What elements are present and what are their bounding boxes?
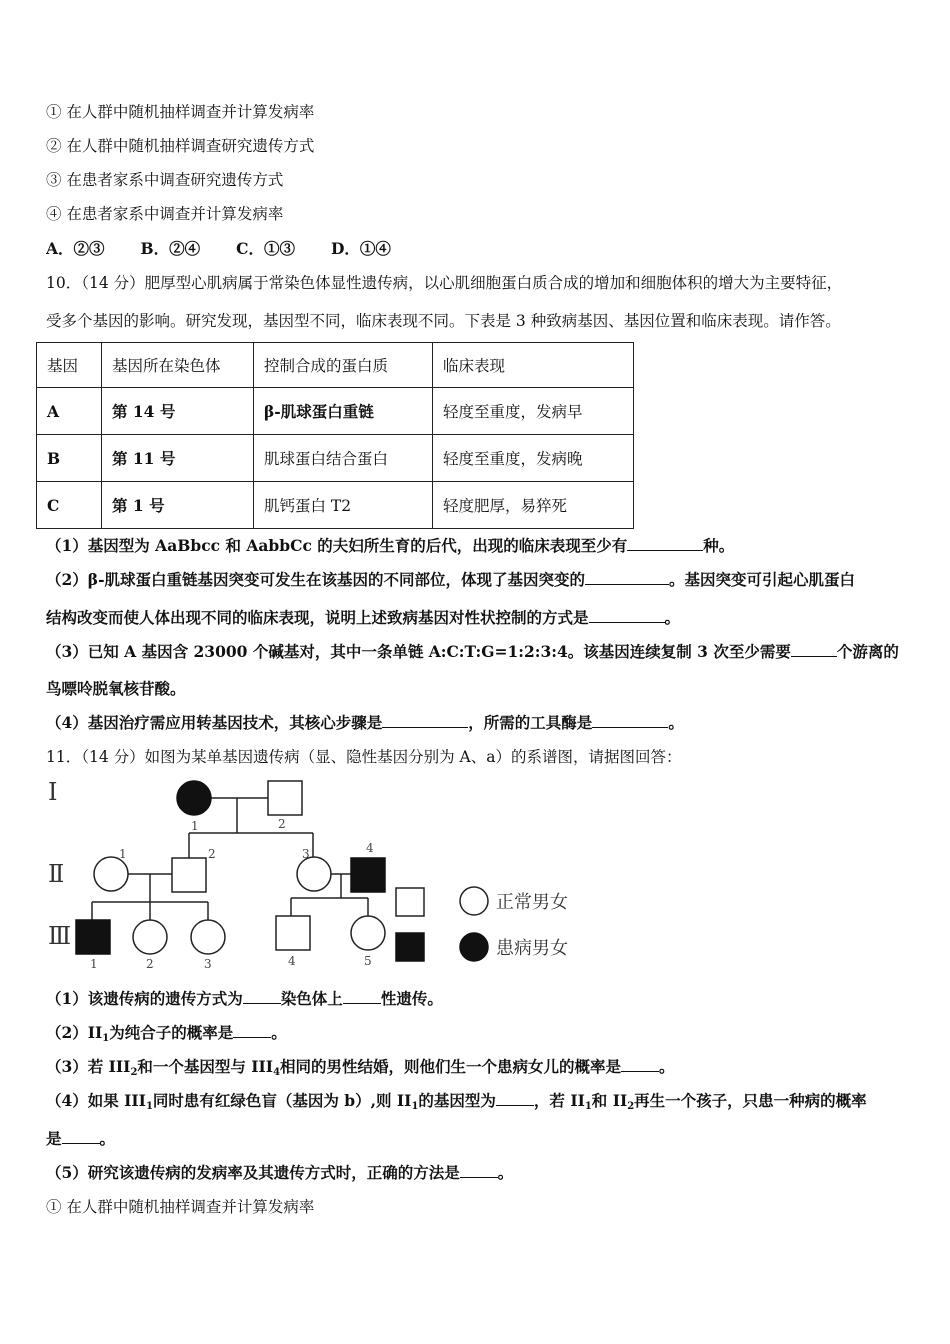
q11-option-1: ① 在人群中随机抽样调查并计算发病率 <box>46 1198 315 1216</box>
q11-p4-text7: 是 <box>46 1129 62 1148</box>
q10-p4-text2: ，所需的工具酶是 <box>468 713 593 732</box>
q11-part4-cont <box>46 1129 115 1149</box>
legend-affected-female <box>460 933 488 961</box>
legend-normal-label: 正常男女 <box>496 892 568 913</box>
normal-female-II3 <box>297 857 331 891</box>
answer-blank[interactable] <box>585 570 669 585</box>
individual-number: 1 <box>119 847 127 861</box>
q11-p4-text5: 和 II <box>591 1091 628 1110</box>
table-cell: 肌球蛋白结合蛋白 <box>254 435 433 482</box>
individual-number: 4 <box>366 841 374 855</box>
q11-p3-text2: 和一个基因型与 III <box>137 1057 274 1076</box>
q10-p4-text: （4）基因治疗需应用转基因技术，其核心步骤是 <box>46 713 383 732</box>
choice-b: B．②④ <box>140 239 201 258</box>
q10-part3 <box>46 642 899 662</box>
individual-number: 3 <box>204 957 212 971</box>
individual-number: 2 <box>146 957 154 971</box>
generation-label: Ⅰ <box>48 778 58 806</box>
answer-blank[interactable] <box>496 1091 534 1106</box>
q11-p2-tail: 。 <box>271 1023 287 1042</box>
q11-p1-tail: 性遗传。 <box>380 989 443 1008</box>
q11-part3 <box>46 1057 675 1083</box>
normal-female-III5 <box>351 916 385 950</box>
gene-table <box>36 342 634 529</box>
table-cell: 肌钙蛋白 T2 <box>254 482 433 529</box>
table-row <box>37 482 634 529</box>
individual-number: 4 <box>288 954 296 968</box>
table-header: 控制合成的蛋白质 <box>254 343 433 388</box>
q10-p3-text: （3）已知 A 基因含 23000 个碱基对，其中一条单链 A:C:T:G=1:2:3:4。该基因连续复制 3 次至少需要 <box>46 642 791 661</box>
individual-number: 1 <box>191 819 199 833</box>
subscript: 1 <box>145 1101 153 1112</box>
q10-p1-tail: 种。 <box>703 536 735 555</box>
q11-p4-text2: 同时患有红绿色盲（基因为 b）,则 II <box>152 1091 412 1110</box>
normal-female-II1 <box>94 857 128 891</box>
q10-part3-cont: 鸟嘌呤脱氧核苷酸。 <box>46 679 186 698</box>
subscript: 1 <box>584 1101 592 1112</box>
q10-part2 <box>46 570 855 590</box>
normal-female-III3 <box>191 920 225 954</box>
option-2: ② 在人群中随机抽样调查研究遗传方式 <box>46 137 315 155</box>
individual-number: 3 <box>302 847 310 861</box>
generation-label: Ⅲ <box>48 922 72 950</box>
individual-number: 5 <box>364 954 372 968</box>
answer-blank[interactable] <box>382 713 468 728</box>
answer-blank[interactable] <box>243 989 281 1004</box>
answer-blank[interactable] <box>627 536 703 551</box>
q11-p5-text: （5）研究该遗传病的发病率及其遗传方式时，正确的方法是 <box>46 1163 460 1182</box>
q11-part5 <box>46 1163 513 1183</box>
q11-part1 <box>46 989 443 1009</box>
q11-p2-text2: 为纯合子的概率是 <box>109 1023 234 1042</box>
table-header: 基因 <box>37 343 102 388</box>
generation-label: Ⅱ <box>48 860 65 888</box>
option-3: ③ 在患者家系中调查研究遗传方式 <box>46 171 284 189</box>
q10-stem-line2: 受多个基因的影响。研究发现，基因型不同，临床表现不同。下表是 3 种致病基因、基因位置和临床表现。请作答。 <box>46 312 841 330</box>
answer-blank[interactable] <box>589 608 665 623</box>
table-row <box>37 388 634 435</box>
option-1: ① 在人群中随机抽样调查并计算发病率 <box>46 103 315 121</box>
affected-female-I1 <box>177 781 211 815</box>
answer-choices <box>46 239 427 259</box>
choice-a: A．②③ <box>46 239 105 258</box>
q10-p2-text: （2）β-肌球蛋白重链基因突变可发生在该基因的不同部位，体现了基因突变的 <box>46 570 586 589</box>
table-cell: A <box>37 388 102 435</box>
subscript: 1 <box>102 1033 110 1044</box>
q11-p4-text: （4）如果 III <box>46 1091 146 1110</box>
legend-normal-female <box>460 887 488 915</box>
choice-c: C．①③ <box>236 239 295 258</box>
table-cell: 第 11 号 <box>102 435 254 482</box>
subscript: 4 <box>273 1067 281 1078</box>
table-header: 基因所在染色体 <box>102 343 254 388</box>
individual-number: 2 <box>278 817 286 831</box>
q10-p3-text2: 个游离的 <box>836 642 899 661</box>
legend-affected-label: 患病男女 <box>496 938 568 959</box>
q11-p4-text6: 再生一个孩子，只患一种病的概率 <box>634 1091 867 1110</box>
answer-blank[interactable] <box>791 642 837 657</box>
answer-blank[interactable] <box>592 713 668 728</box>
q11-p1-text: （1）该遗传病的遗传方式为 <box>46 989 243 1008</box>
q11-p4-text4: ，若 II <box>533 1091 585 1110</box>
choice-d: D．①④ <box>330 239 391 258</box>
q10-p2-text3: 结构改变而使人体出现不同的临床表现，说明上述致病基因对性状控制的方式是 <box>46 608 589 627</box>
q11-p5-tail: 。 <box>497 1163 514 1182</box>
affected-male-III1 <box>76 920 110 954</box>
subscript: 1 <box>411 1101 419 1112</box>
q11-p3-tail: 。 <box>659 1057 675 1076</box>
q11-p3-text3: 相同的男性结婚，则他们生一个患病女儿的概率是 <box>280 1057 622 1076</box>
q10-p4-tail: 。 <box>668 713 684 732</box>
q11-p3-text: （3）若 III <box>46 1057 131 1076</box>
q10-p2-text2: 。基因突变可引起心肌蛋白 <box>669 570 856 589</box>
option-4: ④ 在患者家系中调查并计算发病率 <box>46 205 284 223</box>
legend-normal-male <box>396 888 424 916</box>
normal-male-I2 <box>268 781 302 815</box>
q10-part2-cont <box>46 608 680 628</box>
q10-p1-text: （1）基因型为 AaBbcc 和 AabbCc 的夫妇所生育的后代，出现的临床表现至少有 <box>46 536 628 555</box>
answer-blank[interactable] <box>62 1129 100 1144</box>
individual-number: 1 <box>90 957 98 971</box>
answer-blank[interactable] <box>621 1057 659 1072</box>
pedigree-chart <box>46 774 606 974</box>
table-cell: 轻度至重度，发病早 <box>433 388 634 435</box>
normal-male-II2 <box>172 858 206 892</box>
q11-p4-text3: 的基因型为 <box>418 1091 496 1110</box>
table-cell: 轻度肥厚，易猝死 <box>433 482 634 529</box>
legend-affected-male <box>396 933 424 961</box>
table-cell: B <box>37 435 102 482</box>
subscript: 2 <box>627 1101 635 1112</box>
q11-p1-text2: 染色体上 <box>280 989 343 1008</box>
normal-male-III4 <box>276 916 310 950</box>
answer-blank[interactable] <box>233 1023 271 1038</box>
q11-stem: 11．（14 分）如图为某单基因遗传病（显、隐性基因分别为 A、a）的系谱图，请据图回答： <box>46 748 682 766</box>
q10-p2-tail: 。 <box>664 608 681 627</box>
answer-blank[interactable] <box>343 989 381 1004</box>
table-cell: 轻度至重度，发病晚 <box>433 435 634 482</box>
q11-p2-text: （2）II <box>46 1023 103 1042</box>
q11-p4-tail: 。 <box>99 1129 116 1148</box>
table-header: 临床表现 <box>433 343 634 388</box>
normal-female-III2 <box>133 920 167 954</box>
table-cell: C <box>37 482 102 529</box>
individual-number: 2 <box>208 847 216 861</box>
table-header-row <box>37 343 634 388</box>
q11-part2 <box>46 1023 287 1049</box>
affected-male-II4 <box>351 858 385 892</box>
answer-blank[interactable] <box>460 1163 498 1178</box>
q10-part4 <box>46 713 684 733</box>
q10-stem-line1: 10．（14 分）肥厚型心肌病属于常染色体显性遗传病，以心肌细胞蛋白质合成的增加和细胞体积的增大为主要特征， <box>46 274 843 292</box>
table-cell: β-肌球蛋白重链 <box>254 388 433 435</box>
table-cell: 第 1 号 <box>102 482 254 529</box>
q10-part1 <box>46 536 734 556</box>
q11-part4 <box>46 1091 867 1117</box>
table-cell: 第 14 号 <box>102 388 254 435</box>
table-row <box>37 435 634 482</box>
subscript: 2 <box>130 1067 138 1078</box>
